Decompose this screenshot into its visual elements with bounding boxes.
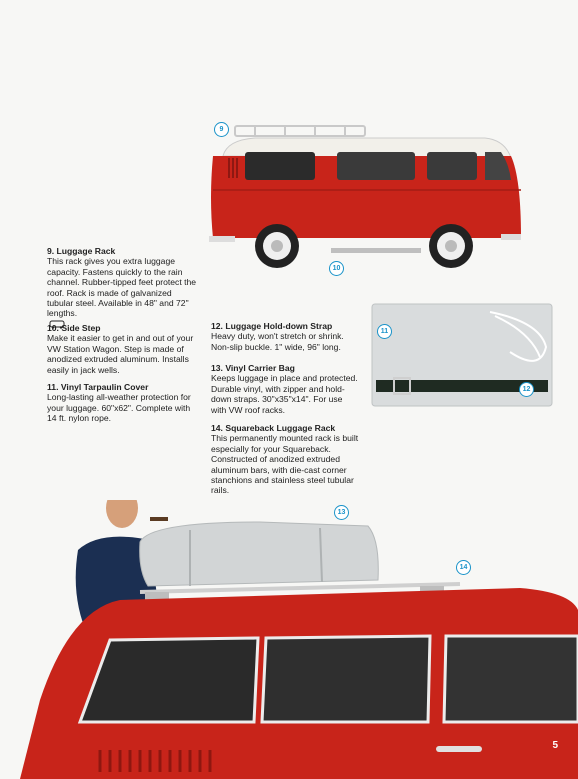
callout-13: 13	[334, 505, 349, 520]
page-number: 5	[552, 740, 558, 751]
item-body: This rack gives you extra luggage capacity. Fastens quickly to the rain channel. Rubber-tipped feet protect the roof. Rack is made of galvanized tubular steel. Available in 48" and 72" lengths.	[47, 256, 197, 319]
squareback-car-image	[0, 500, 578, 779]
item-body: This permanently mounted rack is built especially for your Squareback. Constructed of anodized extruded aluminum bars, with die-cast corner stanchions and stainless steel tubular rails.	[211, 433, 359, 496]
station-wagon-bus-image	[205, 118, 525, 278]
callout-12: 12	[519, 382, 534, 397]
callout-9: 9	[214, 122, 229, 137]
item-heading: 11. Vinyl Tarpaulin Cover	[47, 382, 149, 392]
callout-10: 10	[329, 261, 344, 276]
item-luggage-rack	[47, 246, 197, 329]
item-side-step	[47, 323, 197, 375]
item-heading: 10. Side Step	[47, 323, 101, 333]
item-body: Keeps luggage in place and protected. Durable vinyl, with zipper and hold-down straps. 30"x35"x14". For use with VW roof racks.	[211, 373, 358, 415]
item-squareback-rack	[211, 423, 359, 496]
item-body: Long-lasting all-weather protection for your luggage. 60"x62". Complete with 14 ft. nylon rope.	[47, 392, 191, 424]
callout-11: 11	[377, 324, 392, 339]
item-body: Heavy duty, won't stretch or shrink. Non-slip buckle. 1" wide, 96" long.	[211, 331, 344, 352]
item-tarpaulin-cover	[47, 382, 197, 424]
item-heading: 13. Vinyl Carrier Bag	[211, 363, 295, 373]
item-heading: 14. Squareback Luggage Rack	[211, 423, 336, 433]
item-holddown-strap	[211, 321, 359, 352]
item-heading: 12. Luggage Hold-down Strap	[211, 321, 333, 331]
item-carrier-bag	[211, 363, 359, 415]
item-heading: 9. Luggage Rack	[47, 246, 116, 256]
luggage-rack	[235, 126, 365, 136]
item-body: Make it easier to get in and out of your VW Station Wagon. Step is made of anodized extruded aluminum. Installs easily in jack wells.	[47, 333, 194, 375]
callout-14: 14	[456, 560, 471, 575]
